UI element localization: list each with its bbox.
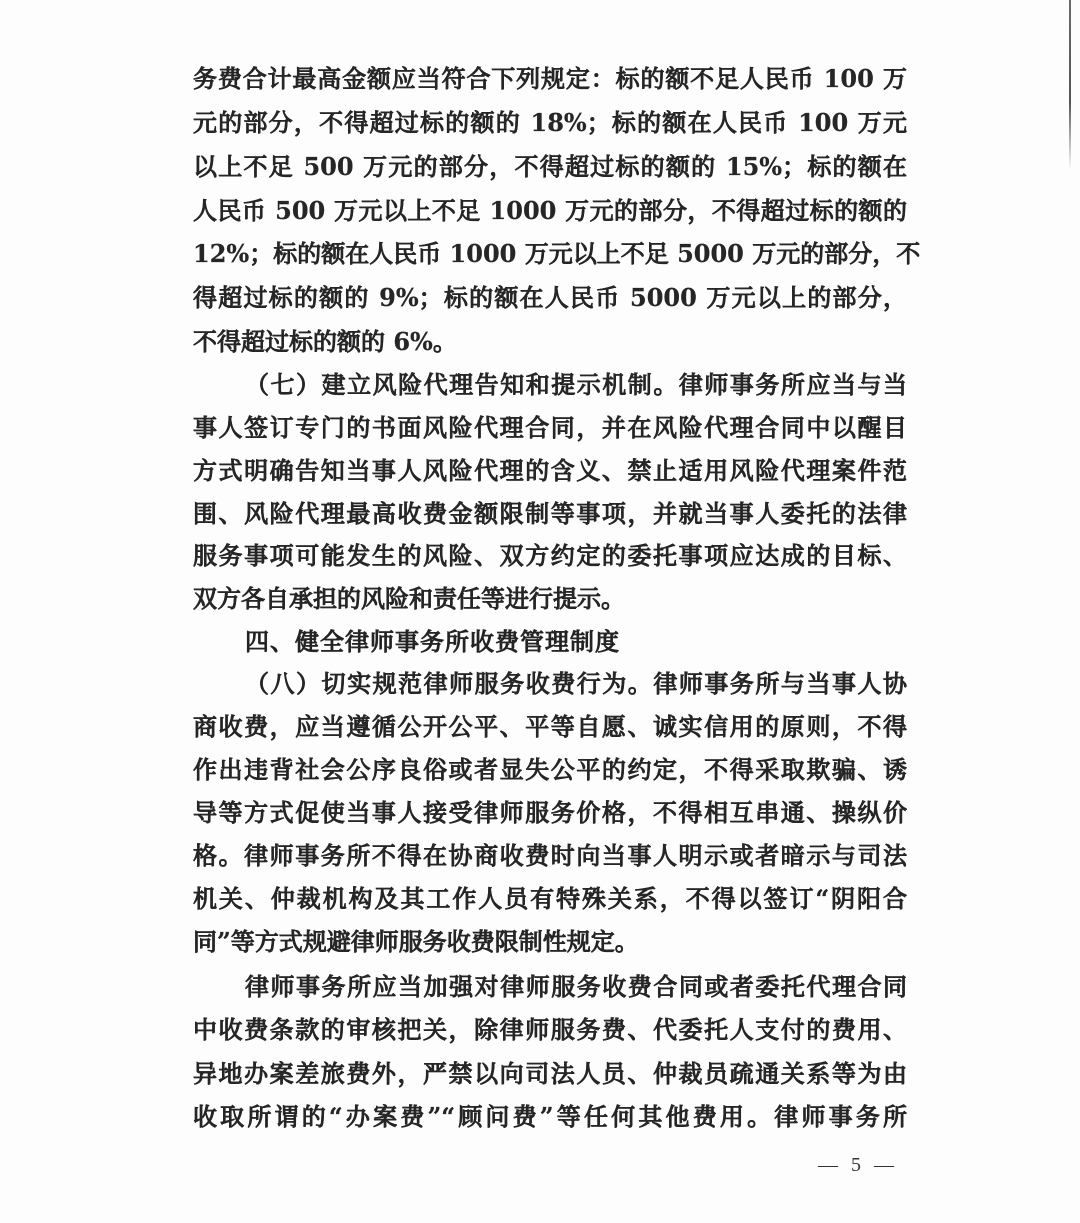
- text-line: 律师事务所应当加强对律师服务收费合同或者委托代理合同: [245, 972, 907, 1001]
- text-line: 导等方式促使当事人接受律师服务价格，不得相互串通、操纵价: [193, 798, 907, 827]
- text-line: 12%；标的额在人民币 1000 万元以上不足 5000 万元的部分，不: [193, 239, 921, 268]
- text-line: 得超过标的额的 9%；标的额在人民币 5000 万元以上的部分，: [193, 283, 907, 312]
- text-line: 机关、仲裁机构及其工作人员有特殊关系，不得以签订“阴阳合: [193, 884, 907, 913]
- page-number: — 5 —: [818, 1154, 894, 1176]
- text-line: 以上不足 500 万元的部分，不得超过标的额的 15%；标的额在: [193, 152, 907, 181]
- text-line: 人民币 500 万元以上不足 1000 万元的部分，不得超过标的额的: [193, 196, 907, 225]
- text-line: 商收费，应当遵循公开公平、平等自愿、诚实信用的原则，不得: [193, 712, 907, 741]
- text-line: 方式明确告知当事人风险代理的含义、禁止适用风险代理案件范: [193, 456, 907, 485]
- text-line: 不得超过标的额的 6%。: [193, 327, 457, 356]
- section-heading: 四、健全律师事务所收费管理制度: [245, 628, 620, 656]
- text-line: 事人签订专门的书面风险代理合同，并在风险代理合同中以醒目: [193, 413, 907, 442]
- text-line: 围、风险代理最高收费金额限制等事项，并就当事人委托的法律: [193, 499, 907, 528]
- text-line: 中收费条款的审核把关，除律师服务费、代委托人支付的费用、: [193, 1015, 907, 1044]
- section-7-title-line: （七）建立风险代理告知和提示机制。律师事务所应当与当: [245, 370, 907, 399]
- text-line: 双方各自承担的风险和责任等进行提示。: [193, 584, 625, 613]
- text-line: 作出违背社会公序良俗或者显失公平的约定，不得采取欺骗、诱: [193, 755, 907, 784]
- text-line: 服务事项可能发生的风险、双方约定的委托事项应达成的目标、: [193, 541, 907, 570]
- text-line: 异地办案差旅费外，严禁以向司法人员、仲裁员疏通关系等为由: [193, 1059, 907, 1088]
- text-line: 元的部分，不得超过标的额的 18%；标的额在人民币 100 万元: [193, 108, 907, 137]
- text-line: 格。律师事务所不得在协商收费时向当事人明示或者暗示与司法: [193, 841, 907, 870]
- text-line: 收取所谓的“办案费”“顾问费”等任何其他费用。律师事务所: [193, 1102, 907, 1131]
- text-line: 同”等方式规避律师服务收费限制性规定。: [193, 927, 639, 956]
- text-line: 务费合计最高金额应当符合下列规定：标的额不足人民币 100 万: [193, 64, 907, 93]
- section-8-title-line: （八）切实规范律师服务收费行为。律师事务所与当事人协: [245, 669, 907, 698]
- scan-edge-line: [1069, 0, 1071, 170]
